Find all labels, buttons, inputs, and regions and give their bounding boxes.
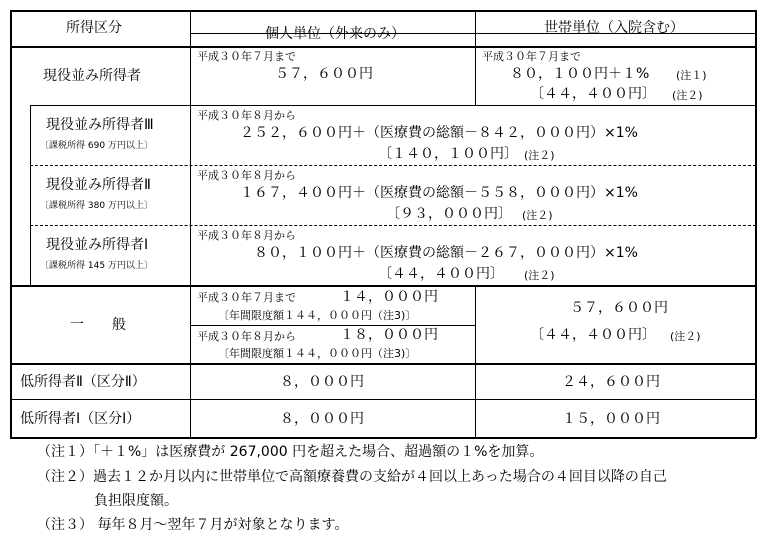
table-border-bottom (10, 437, 756, 439)
row-divider (10, 363, 756, 365)
ippan-ind2-amount: １８，０００円 (340, 327, 438, 343)
row-label-g3: 現役並み所得者Ⅲ (46, 117, 154, 133)
g1-cap: 〔４４，４００円〕 (378, 266, 504, 282)
row-divider (10, 399, 756, 400)
table-border-left (10, 10, 12, 438)
header-individual: 個人単位（外来のみ） (265, 26, 405, 42)
g2-cap: 〔９３，０００円〕 (386, 206, 512, 222)
g2-formula: １６７，４００円＋（医療費の総額－５５８，０００円）×1% (240, 185, 638, 201)
g1-formula: ８０，１００円＋（医療費の総額－２６７，０００円）×1% (254, 245, 638, 261)
g2-cap-note: (注２) (522, 209, 553, 222)
col-divider (475, 285, 476, 438)
hh-amount: ８０，１００円＋１% (510, 66, 650, 82)
ind-date: 平成３０年７月まで (197, 50, 296, 63)
header-household: 世帯単位（入院含む） (544, 20, 684, 36)
hh-sub-note: (注２) (672, 89, 703, 102)
row-label-ippan: 一 般 (70, 317, 126, 333)
g3-cap-note: (注２) (524, 149, 555, 162)
ippan-hh-amount: ５７，６００円 (570, 300, 668, 316)
low2-ind: ８，０００円 (280, 374, 364, 390)
ippan-ind2-limit: 〔年間限度額１４４，０００円（注3)〕 (218, 347, 417, 360)
col-divider (190, 10, 191, 438)
g3-formula: ２５２，６００円＋（医療費の総額－８４２，０００円）×1% (240, 125, 638, 141)
g3-date: 平成３０年８月から (197, 109, 296, 122)
g1-cap-note: (注２) (524, 269, 555, 282)
row-divider (30, 105, 756, 106)
row-label-g1: 現役並み所得者Ⅰ (46, 237, 149, 253)
low1-ind: ８，０００円 (280, 411, 364, 427)
note-2-cont: 負担限度額。 (94, 493, 178, 509)
col-divider (475, 10, 476, 106)
ippan-inner-divider (190, 325, 475, 326)
note-2: （注２）過去１２か月以内に世帯単位で高額療養費の支給が４回以上あった場合の４回目以降の自己 (37, 469, 667, 485)
hh-date: 平成３０年７月まで (482, 50, 581, 63)
ippan-ind1-limit: 〔年間限度額１４４，０００円（注3)〕 (218, 309, 417, 322)
g2-date: 平成３０年８月から (197, 169, 296, 182)
row-divider (10, 285, 756, 287)
hh-amount-note: (注１) (676, 69, 707, 82)
row-sub-g1: 〔課税所得 145 万円以上〕 (40, 261, 153, 271)
row-divider-dashed (30, 225, 756, 226)
ippan-ind1-date: 平成３０年７月まで (197, 291, 296, 304)
note-3: （注３） 毎年８月～翌年７月が対象となります。 (37, 517, 349, 533)
ippan-hh-sub: 〔４４，４００円〕 (530, 327, 656, 343)
ippan-ind2-date: 平成３０年８月から (197, 330, 296, 343)
row-divider-dashed (30, 165, 756, 166)
g3-cap: 〔１４０，１００円〕 (378, 146, 518, 162)
row-label-low1: 低所得者Ⅰ（区分Ⅰ） (20, 411, 141, 427)
hh-sub: 〔４４，４００円〕 (530, 86, 656, 102)
sub-row-border (30, 105, 31, 286)
low1-hh: １５，０００円 (562, 411, 660, 427)
table-border-right (755, 10, 757, 438)
row-sub-g2: 〔課税所得 380 万円以上〕 (40, 201, 153, 211)
ippan-ind1-amount: １４，０００円 (340, 289, 438, 305)
row-label-low2: 低所得者Ⅱ（区分Ⅱ） (20, 374, 146, 390)
header-income-class: 所得区分 (66, 20, 122, 36)
row-label-g2: 現役並み所得者Ⅱ (46, 177, 151, 193)
row-label-genneki: 現役並み所得者 (43, 68, 141, 84)
note-1: （注１）「＋１%」は医療費が 267,000 円を超えた場合、超過額の１%を加算。 (37, 444, 544, 460)
low2-hh: ２４，６００円 (562, 374, 660, 390)
table-border-top (10, 10, 756, 12)
ippan-hh-sub-note: (注２) (670, 330, 701, 343)
header-bottom (10, 46, 756, 48)
g1-date: 平成３０年８月から (197, 229, 296, 242)
row-sub-g3: 〔課税所得 690 万円以上〕 (40, 141, 153, 151)
ind-amount: ５７，６００円 (275, 66, 373, 82)
